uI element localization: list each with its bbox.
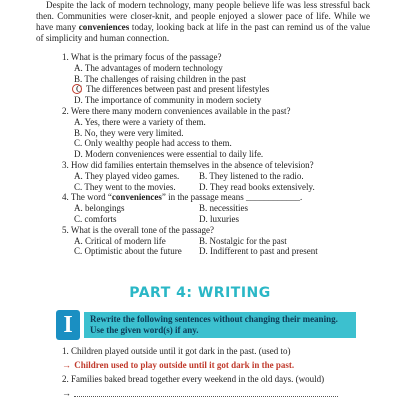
passage-text-2: today, looking back at life in the past can remind us of the value of simplicity and human connection.	[36, 22, 370, 43]
q4-options-row-1	[62, 203, 382, 214]
q4-bold-word: conveniences	[111, 192, 162, 203]
q1-option-c-text: The differences between past and present lifestyles	[86, 84, 270, 95]
q2-option-d: D. Modern conveniences were essential to daily life.	[74, 149, 264, 160]
q3-options-row-2	[62, 182, 382, 193]
q4-option-b: B. necessities	[199, 203, 248, 214]
q5-option-b: B. Nostalgic for the past	[199, 235, 287, 246]
question-4	[62, 192, 382, 203]
question-list	[62, 52, 382, 257]
q5-options-row-1	[62, 236, 382, 247]
exercise-1-answer: Children used to play outside until it got dark in the past.	[74, 360, 295, 370]
q1-option-b: B. The challenges of raising children in the past	[74, 73, 247, 84]
exercise-2: 2. Families baked bread together every weekend in the old days. (would)	[62, 374, 325, 384]
question-2: 2. Were there many modern conveniences available in the past?	[62, 105, 291, 116]
q3-options-row-1	[62, 171, 382, 182]
section-numeral-box: I	[56, 310, 80, 340]
question-5: 5. What is the overall tone of the passage?	[62, 224, 215, 235]
q4-text-post: ” in the passage means ____________.	[161, 192, 303, 203]
q4-option-a: A. belongings	[74, 203, 125, 214]
q5-option-a: A. Critical of modern life	[74, 235, 166, 246]
question-3: 3. How did families entertain themselves in the absence of television?	[62, 159, 314, 170]
answer-blank-line[interactable]	[74, 396, 338, 397]
arrow-icon: →	[62, 388, 71, 398]
q1-option-c-letter: C	[76, 84, 83, 95]
instruction-line-1: Rewrite the following sentences without changing their meaning.	[90, 314, 338, 324]
q2-option-b: B. No, they were very limited.	[74, 127, 184, 138]
q5-option-d: D. Indifferent to past and present	[199, 246, 318, 257]
q4-text-pre: 4. The word “	[62, 192, 112, 203]
arrow-icon: →	[62, 360, 71, 370]
q3-option-b: B. They listened to the radio.	[199, 170, 304, 181]
part-4-heading: PART 4: WRITING	[129, 285, 271, 301]
q1-option-c	[62, 84, 382, 95]
q1-option-a: A. The advantages of modern technology	[74, 62, 223, 73]
q4-options-row-2	[62, 214, 382, 225]
question-1: 1. What is the primary focus of the passage?	[62, 52, 222, 62]
exercise-1-answer-line	[62, 360, 382, 370]
q3-option-c: C. They went to the movies.	[74, 181, 176, 192]
reading-passage	[36, 0, 370, 44]
q1-option-d: D. The importance of community in modern society	[74, 95, 262, 106]
q2-option-a: A. Yes, there were a variety of them.	[74, 116, 206, 127]
instruction-line-2: Use the given word(s) if any.	[90, 325, 199, 335]
exercise-1: 1. Children played outside until it got dark in the past. (used to)	[62, 346, 291, 356]
q2-option-c: C. Only wealthy people had access to them.	[74, 138, 232, 149]
q5-option-c: C. Optimistic about the future	[74, 246, 182, 257]
instruction-banner	[84, 312, 356, 338]
passage-bold-word: conveniences	[78, 22, 130, 32]
q5-options-row-2	[62, 246, 382, 257]
q3-option-a: A. They played video games.	[74, 170, 180, 181]
q3-option-d: D. They read books extensively.	[199, 181, 315, 192]
passage-text-1: Despite the lack of modern technology, many people believe life was less stressful back then. Communities were closer-knit, and people enjoyed a slower pace of life. While we have many	[36, 0, 370, 32]
q4-option-d: D. luxuries	[199, 213, 239, 224]
q4-option-c: C. comforts	[74, 213, 117, 224]
